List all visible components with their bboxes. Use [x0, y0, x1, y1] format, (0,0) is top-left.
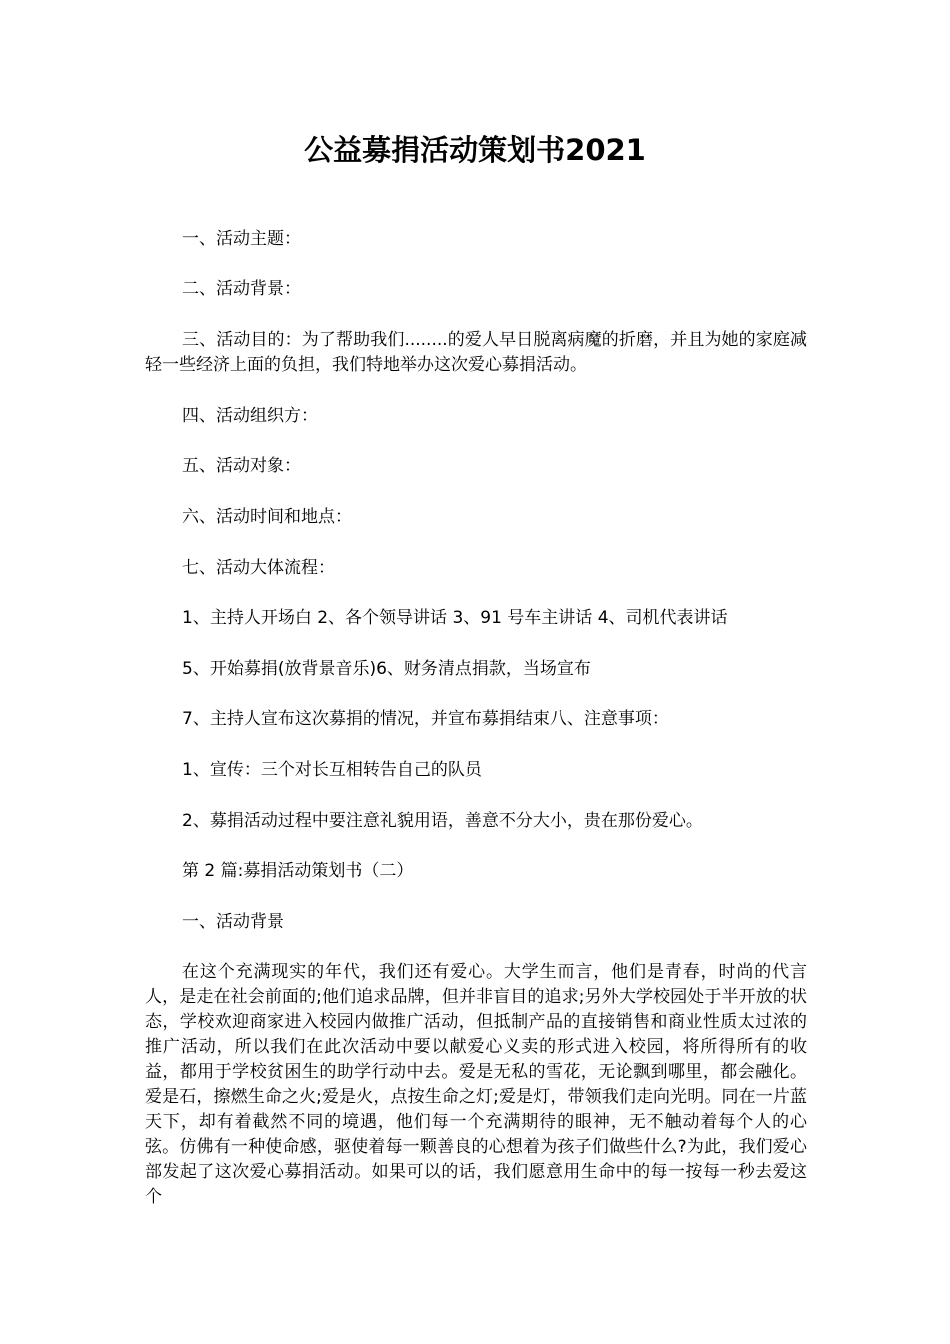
part-two-section-heading: 一、活动背景: [182, 912, 284, 932]
section-heading-audience: 五、活动对象：: [182, 456, 301, 476]
process-steps-1-4: 1、主持人开场白 2、各个领导讲话 3、91 号车主讲话 4、司机代表讲话: [182, 608, 728, 628]
part-two-heading: 第 2 篇:募捐活动策划书（二）: [182, 861, 414, 881]
section-heading-process: 七、活动大体流程：: [182, 558, 335, 578]
section-heading-organizer: 四、活动组织方：: [182, 406, 318, 426]
note-item-1: 1、宣传：三个对长互相转告自己的队员: [182, 760, 482, 780]
note-item-2: 2、募捐活动过程中要注意礼貌用语，善意不分大小，贵在那份爱心。: [182, 811, 703, 831]
section-purpose-paragraph: 三、活动目的：为了帮助我们........的爱人早日脱离病魔的折磨，并且为她的家庭减轻一些经济上面的负担，我们特地举办这次爱心募捐活动。: [145, 330, 807, 375]
process-steps-5-6: 5、开始募捐(放背景音乐)6、财务清点捐款，当场宣布: [182, 659, 591, 679]
section-heading-background: 二、活动背景：: [182, 279, 301, 299]
process-step-7: 7、主持人宣布这次募捐的情况，并宣布募捐结束八、注意事项：: [182, 709, 669, 729]
section-heading-time-place: 六、活动时间和地点：: [182, 507, 352, 527]
document-title: 公益募捐活动策划书2021: [304, 133, 646, 167]
section-heading-theme: 一、活动主题：: [182, 229, 301, 249]
part-two-background-paragraph: 在这个充满现实的年代，我们还有爱心。大学生而言，他们是青春，时尚的代言人，是走在社会前面的;他们追求品牌，但并非盲目的追求;另外大学校园处于半开放的状态，学校欢迎商家进入校园内做推广活动，但抵制产品的直接销售和商业性质太过浓的推广活动，所以我们在此次活动中要以献爱心义卖的形式进入校园，将所得所有的收益，都用于学校贫困生的助学行动中去。爱是无私的雪花，无论飘到哪里，都会融化。爱是石，擦燃生命之火;爱是火，点按生命之灯;爱是灯，带领我们走向光明。同在一片蓝天下，却有着截然不同的境遇，他们每一个充满期待的眼神，无不触动着每个人的心弦。仿佛有一种使命感，驱使着每一颗善良的心想着为孩子们做些什么?为此，我们爱心部发起了这次爱心募捐活动。如果可以的话，我们愿意用生命中的每一按每一秒去爱这个: [145, 962, 807, 1207]
